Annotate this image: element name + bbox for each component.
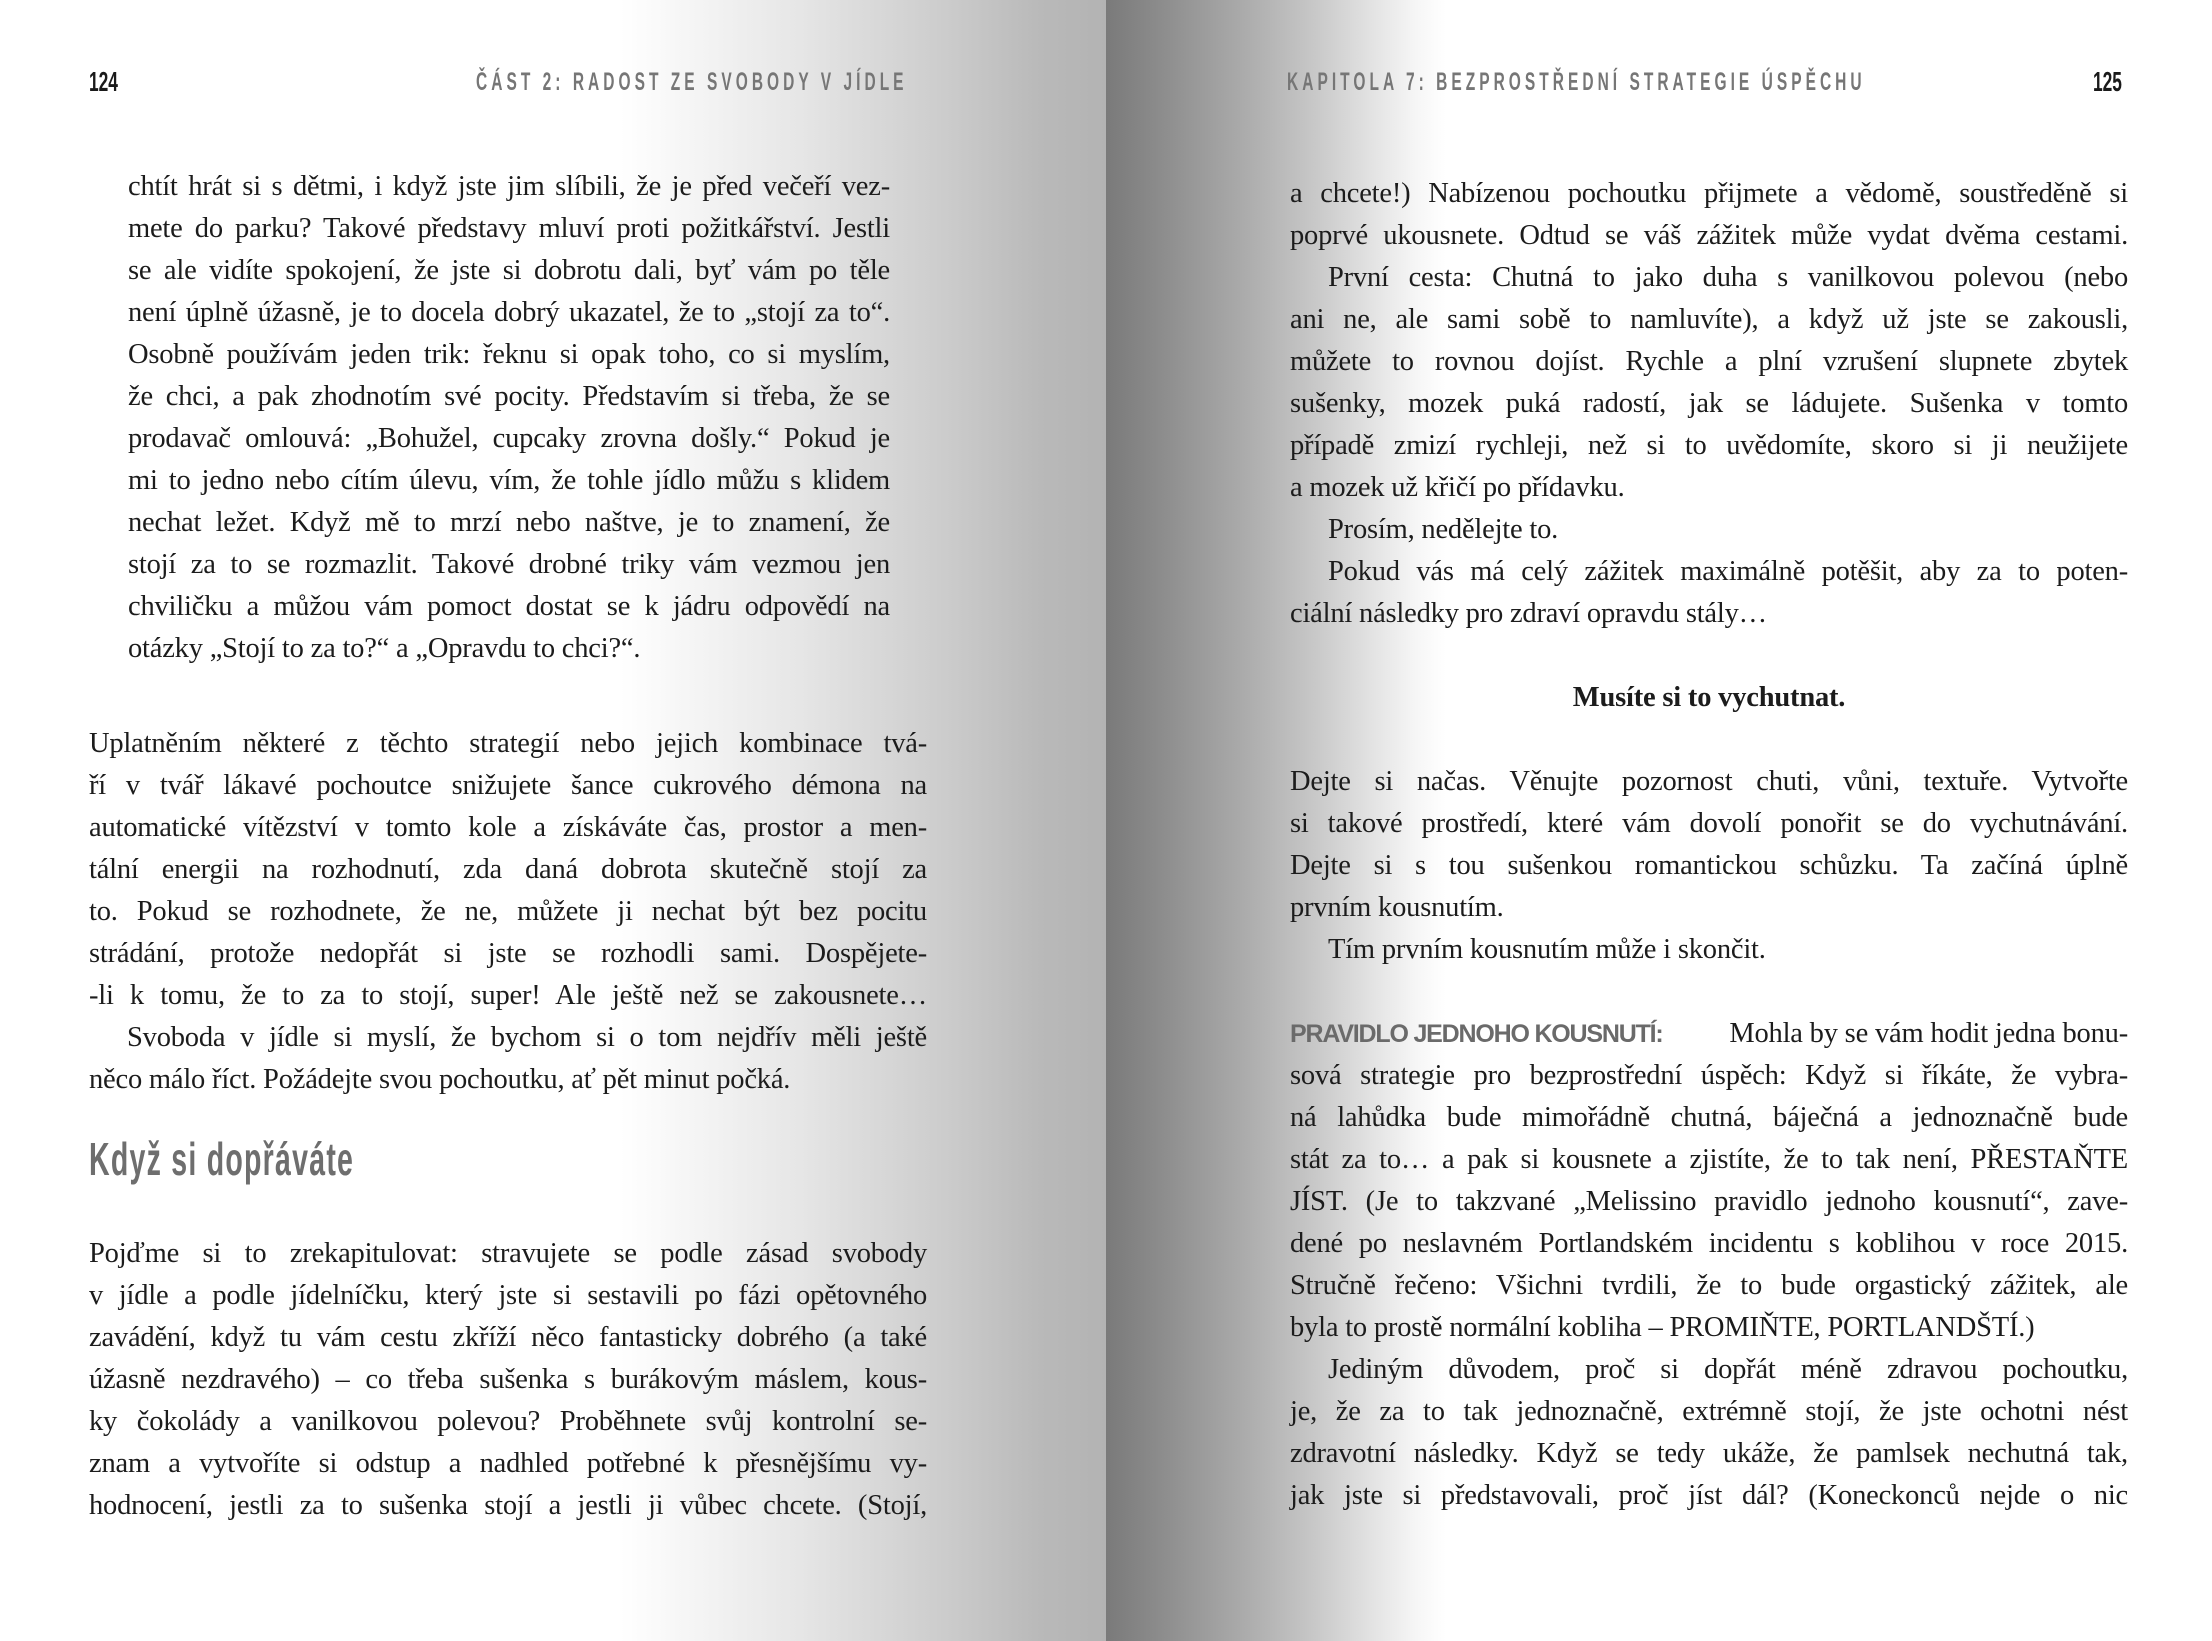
text-line: hodnocení, jestli za to sušenka stojí a jestli ji vůbec chcete. (Stojí,: [89, 1490, 927, 1521]
text-line: strádání, protože nedopřát si jste se rozhodli sami. Dospějete-: [89, 938, 927, 969]
text-line: Jediným důvodem, proč si dopřát méně zdravou pochoutku,: [1328, 1354, 2128, 1385]
text-line: případě zmizí rychleji, než si to uvědomíte, skoro si ji neužijete: [1290, 430, 2128, 461]
text-line: První cesta: Chutná to jako duha s vanilkovou polevou (nebo: [1328, 262, 2128, 293]
text-line: mi to jedno nebo cítím úlevu, vím, že tohle jídlo můžu s klidem: [128, 465, 890, 496]
text-line: Svoboda v jídle si myslí, že bychom si o tom nejdřív měli ještě: [127, 1022, 927, 1053]
text-line: -li k tomu, že to za to stojí, super! Ale ještě než se zakousnete…: [89, 980, 927, 1011]
text-line: a chcete!) Nabízenou pochoutku přijmete a vědomě, soustředěně si: [1290, 178, 2128, 209]
text-line: nechat ležet. Když mě to mrzí nebo naštve, je to znamení, že: [128, 507, 890, 538]
text-line: není úplně úžasně, je to docela dobrý ukazatel, že to „stojí za to“.: [128, 297, 890, 328]
text-line: Dejte si s tou sušenkou romantickou schůzku. Ta začíná úplně: [1290, 850, 2128, 881]
text-line: stát za to… a pak si kousnete a zjistíte, že to tak není, PŘESTAŇTE: [1290, 1144, 2128, 1175]
page-number-left: 124: [89, 66, 118, 97]
text-line: ciální následky pro zdraví opravdu stály…: [1290, 598, 1767, 629]
text-line: sová strategie pro bezprostřední úspěch: Když si říkáte, že vybra-: [1290, 1060, 2128, 1091]
section-heading: Když si dopřáváte: [89, 1133, 355, 1185]
running-head-left: ČÁST 2: RADOST ZE SVOBODY V JÍDLE: [476, 68, 908, 96]
text-line: ani ne, ale sami sobě to namluvíte), a když už jste se zakousli,: [1290, 304, 2128, 335]
text-line: mete do parku? Takové představy mluví proti požitkářství. Jestli: [128, 213, 890, 244]
text-line: Dejte si načas. Věnujte pozornost chuti, vůni, textuře. Vytvořte: [1290, 766, 2128, 797]
text-line: ky čokolády a vanilkovou polevou? Proběhnete svůj kontrolní se-: [89, 1406, 927, 1437]
text-line: Pojďme si to zrekapitulovat: stravujete se podle zásad svobody: [89, 1238, 927, 1269]
text-line: byla to prostě normální kobliha – PROMIŇTE, PORTLANDŠTÍ.): [1290, 1312, 2035, 1343]
text-line: Osobně používám jeden trik: řeknu si opak toho, co si myslím,: [128, 339, 890, 370]
text-line: Pokud vás má celý zážitek maximálně potěšit, aby za to poten-: [1328, 556, 2128, 587]
text-line: se ale vidíte spokojení, že jste si dobrotu dali, byť vám po těle: [128, 255, 890, 286]
text-line: jak jste si představovali, proč jíst dál? (Koneckonců nejde o nic: [1290, 1480, 2128, 1511]
text-line: poprvé ukousnete. Odtud se váš zážitek může vydat dvěma cestami.: [1290, 220, 2128, 251]
text-line: v jídle a podle jídelníčku, který jste si sestavili po fázi opětovného: [89, 1280, 927, 1311]
rule-label: PRAVIDLO JEDNOHO KOUSNUTÍ:: [1290, 1020, 1663, 1048]
text-line: že chci, a pak zhodnotím své pocity. Představím si třeba, že se: [128, 381, 890, 412]
text-line: prodavač omlouvá: „Bohužel, cupcaky zrovna došly.“ Pokud je: [128, 423, 890, 454]
text-line: otázky „Stojí to za to?“ a „Opravdu to chci?“.: [128, 633, 641, 664]
text-line: stojí za to se rozmazlit. Takové drobné triky vám vezmou jen: [128, 549, 890, 580]
running-head-right: KAPITOLA 7: BEZPROSTŘEDNÍ STRATEGIE ÚSPĚCHU: [1287, 68, 1866, 96]
text-line: prvním kousnutím.: [1290, 892, 1504, 923]
rule-first-line-text: Mohla by se vám hodit jedna bonu-: [1729, 1018, 2128, 1049]
text-line: a mozek už křičí po přídavku.: [1290, 472, 1625, 503]
text-line: je, že za to tak jednoznačně, extrémně stojí, že jste ochotni nést: [1290, 1396, 2128, 1427]
text-line: chtít hrát si s dětmi, i když jste jim slíbili, že je před večeří vez-: [128, 171, 890, 202]
text-line: Stručně řečeno: Všichni tvrdili, že to bude orgastický zážitek, ale: [1290, 1270, 2128, 1301]
emphasis-line: Musíte si to vychutnat.: [1572, 682, 1846, 713]
rule-first-line: [1290, 1013, 2128, 1055]
text-line: ná lahůdka bude mimořádně chutná, báječná a jednoznačně bude: [1290, 1102, 2128, 1133]
text-line: zavádění, když tu vám cestu zkříží něco fantasticky dobrého (a také: [89, 1322, 927, 1353]
text-line: tální energii na rozhodnutí, zda daná dobrota skutečně stojí za: [89, 854, 927, 885]
text-line: Prosím, nedělejte to.: [1328, 514, 1559, 545]
text-line: něco málo říct. Požádejte svou pochoutku, ať pět minut počká.: [89, 1064, 791, 1095]
text-line: Tím prvním kousnutím může i skončit.: [1328, 934, 1766, 965]
page-number-right: 125: [2093, 66, 2122, 97]
text-line: to. Pokud se rozhodnete, že ne, můžete ji nechat být bez pocitu: [89, 896, 927, 927]
text-line: znam a vytvoříte si odstup a nadhled potřebné k přesnějšímu vy-: [89, 1448, 927, 1479]
text-line: úžasně nezdravého) – co třeba sušenka s burákovým máslem, kous-: [89, 1364, 927, 1395]
text-line: chviličku a můžou vám pomoct dostat se k jádru odpovědí na: [128, 591, 890, 622]
text-line: ří v tvář lákavé pochoutce snižujete šance cukrového démona na: [89, 770, 927, 801]
text-line: sušenky, mozek puká radostí, jak se ládujete. Sušenka v tomto: [1290, 388, 2128, 419]
text-line: dené po neslavném Portlandském incidentu s koblihou v roce 2015.: [1290, 1228, 2128, 1259]
text-line: automatické vítězství v tomto kole a získáváte čas, prostor a men-: [89, 812, 927, 843]
text-line: zdravotní následky. Když se tedy ukáže, že pamlsek nechutná tak,: [1290, 1438, 2128, 1469]
text-line: Uplatněním některé z těchto strategií nebo jejich kombinace tvá-: [89, 728, 927, 759]
text-line: můžete to rovnou dojíst. Rychle a plní vzrušení slupnete zbytek: [1290, 346, 2128, 377]
text-line: JÍST. (Je to takzvané „Melissino pravidlo jednoho kousnutí“, zave-: [1290, 1186, 2128, 1217]
text-line: si takové prostředí, které vám dovolí ponořit se do vychutnávání.: [1290, 808, 2128, 839]
